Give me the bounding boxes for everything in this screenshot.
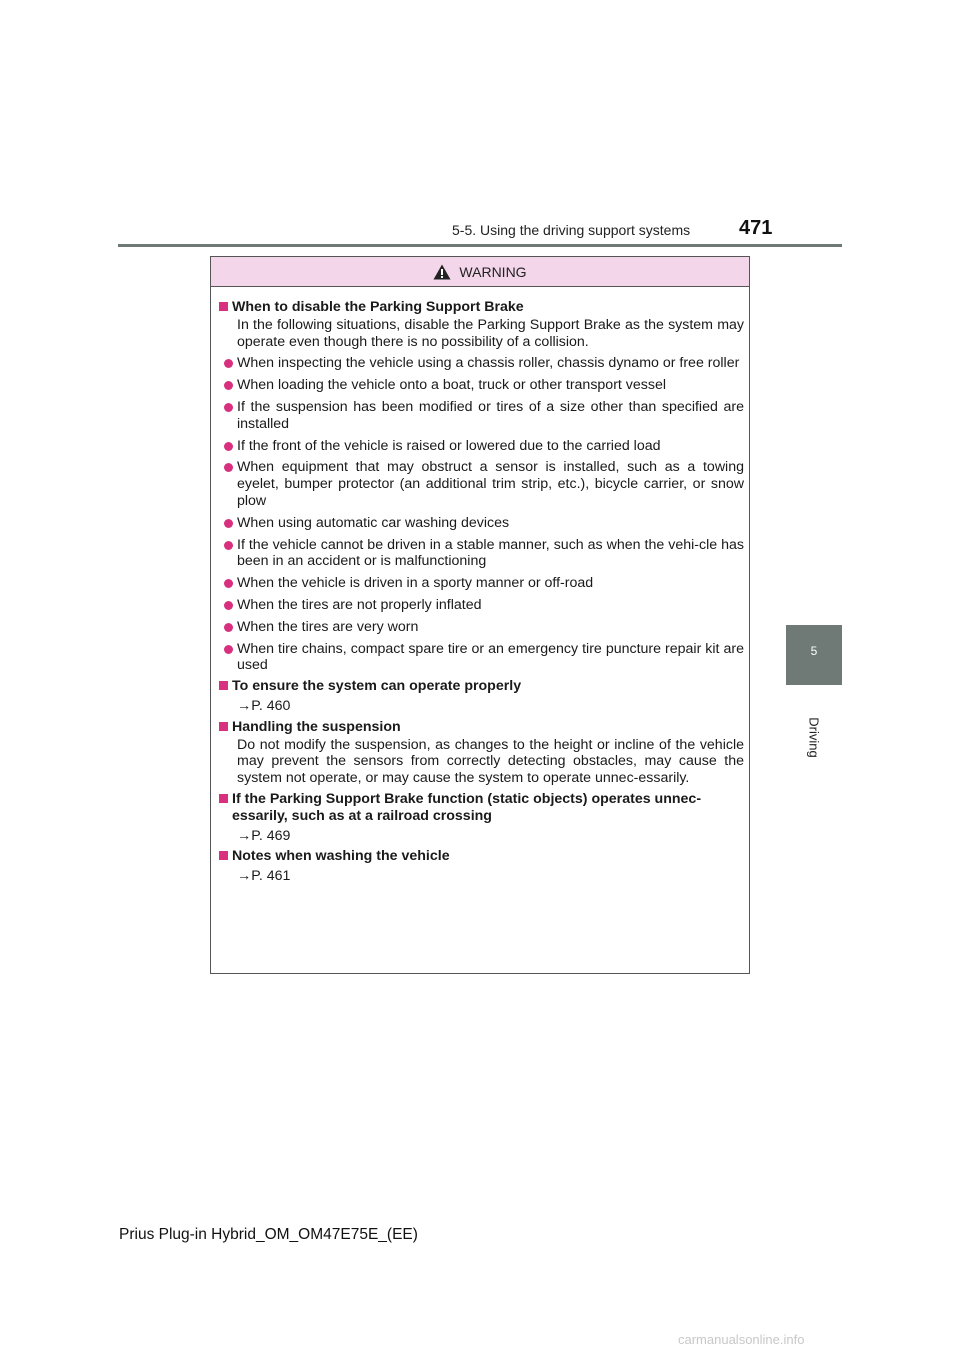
chapter-label: Driving <box>806 717 822 758</box>
list-item: If the front of the vehicle is raised or lowered due to the carried load <box>219 438 744 455</box>
warning-body <box>211 287 749 885</box>
circle-bullet-icon <box>224 579 233 588</box>
list-item: When the tires are not properly inflated <box>219 597 744 614</box>
circle-bullet-icon <box>224 442 233 451</box>
list-item: When loading the vehicle onto a boat, truck or other transport vessel <box>219 377 744 394</box>
circle-bullet-icon <box>224 381 233 390</box>
warning-header <box>211 257 749 287</box>
section-heading: To ensure the system can operate properly <box>219 678 744 695</box>
circle-bullet-icon <box>224 403 233 412</box>
circle-bullet-icon <box>224 359 233 368</box>
section-heading: Notes when washing the vehicle <box>219 848 744 865</box>
circle-bullet-icon <box>224 541 233 550</box>
section-text: In the following situations, disable the Parking Support Brake as the system may operate even though there is no possibility of a collision. <box>237 316 744 350</box>
page-number: 471 <box>739 217 773 239</box>
warning-triangle-icon <box>433 264 451 280</box>
circle-bullet-icon <box>224 601 233 610</box>
square-bullet-icon <box>219 851 228 860</box>
warning-title: WARNING <box>459 263 527 280</box>
list-item: When the vehicle is driven in a sporty manner or off-road <box>219 575 744 592</box>
watermark: carmanualsonline.info <box>678 1332 805 1347</box>
page-reference-link[interactable]: →P. 460 <box>237 697 291 714</box>
section-heading: If the Parking Support Brake function (static objects) operates unnec-essarily, such as at a railroad crossing <box>219 791 744 825</box>
list-item: When equipment that may obstruct a sensor is installed, such as a towing eyelet, bumper protector (an additional trim strip, etc.), bicycle carrier, or snow plow <box>219 459 744 509</box>
square-bullet-icon <box>219 794 228 803</box>
circle-bullet-icon <box>224 645 233 654</box>
square-bullet-icon <box>219 681 228 690</box>
list-item: When inspecting the vehicle using a chassis roller, chassis dynamo or free roller <box>219 355 744 372</box>
circle-bullet-icon <box>224 463 233 472</box>
chapter-number: 5 <box>810 644 818 658</box>
section-text: Do not modify the suspension, as changes to the height or incline of the vehicle may prevent the sensors from correctly detecting obstacles, may cause the system not operate, or may cause the system to operate unnec-essarily. <box>237 736 744 787</box>
list-item: When using automatic car washing devices <box>219 515 744 532</box>
chapter-tab[interactable] <box>786 625 842 685</box>
list-item: When the tires are very worn <box>219 619 744 636</box>
square-bullet-icon <box>219 722 228 731</box>
list-item: When tire chains, compact spare tire or an emergency tire puncture repair kit are used <box>219 641 744 675</box>
list-item: If the suspension has been modified or tires of a size other than specified are installed <box>219 399 744 433</box>
warning-box <box>210 256 750 974</box>
section-title: 5-5. Using the driving support systems <box>452 222 691 238</box>
list-item: If the vehicle cannot be driven in a stable manner, such as when the vehi-cle has been in an accident or is malfunctioning <box>219 537 744 571</box>
page-reference-link[interactable]: →P. 469 <box>237 827 291 844</box>
circle-bullet-icon <box>224 519 233 528</box>
header-divider <box>118 244 842 247</box>
section-heading: Handling the suspension <box>219 719 744 736</box>
page-reference-link[interactable]: →P. 461 <box>237 868 291 885</box>
square-bullet-icon <box>219 302 228 311</box>
circle-bullet-icon <box>224 623 233 632</box>
section-heading: When to disable the Parking Support Brake <box>219 299 744 316</box>
document-id: Prius Plug-in Hybrid_OM_OM47E75E_(EE) <box>119 1226 418 1243</box>
